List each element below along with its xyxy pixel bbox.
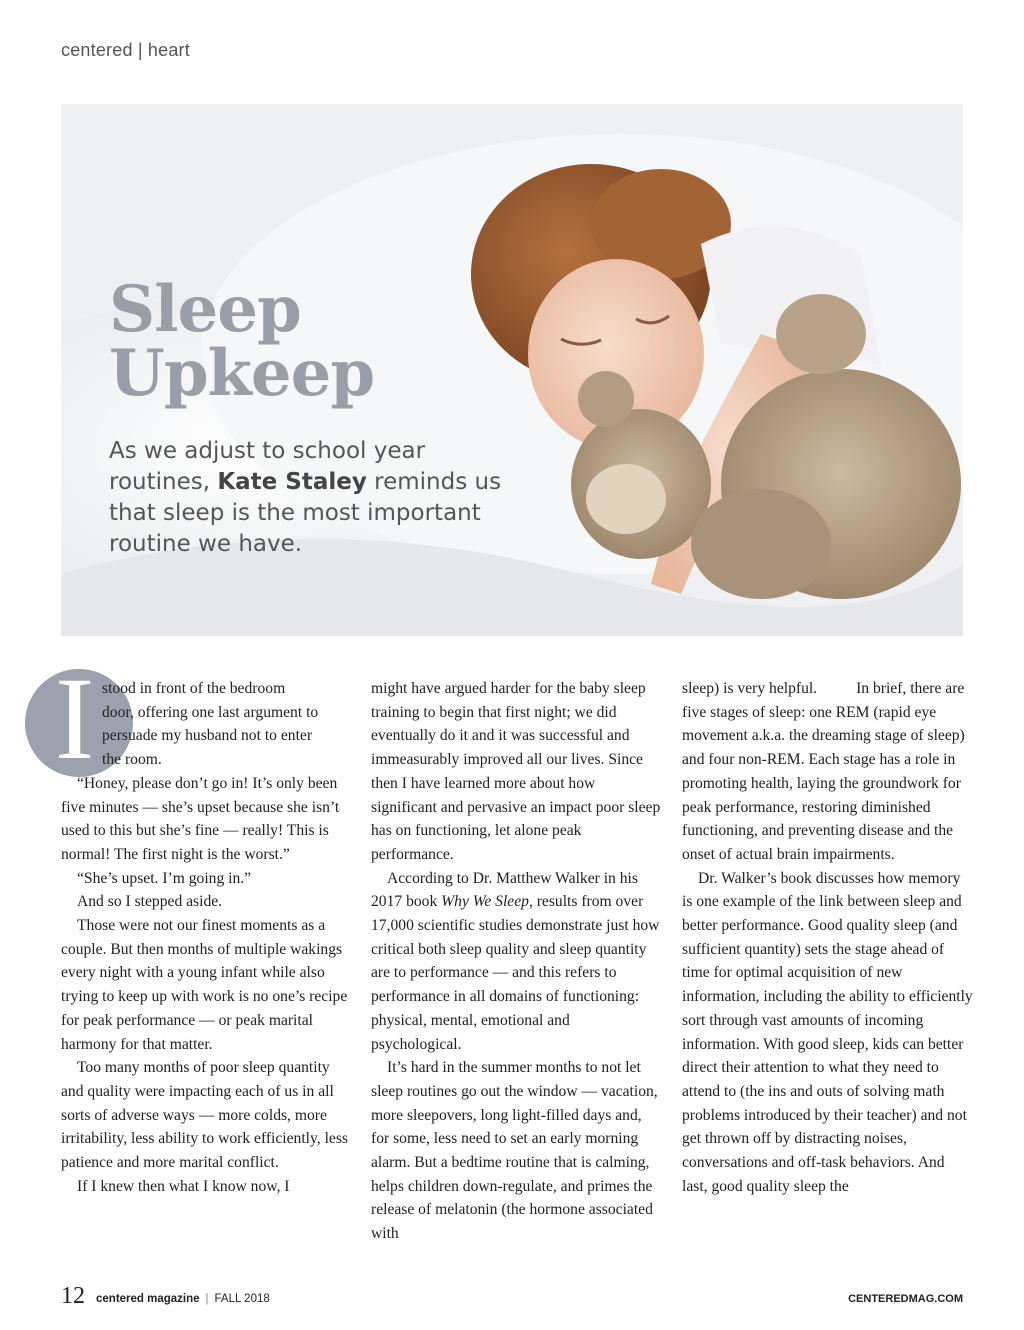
paragraph: Dr. Walker’s book discusses how memory is one example of the link between sleep and better performance. Good quality sleep (and sufficient quantity) sets the stage ahead of time for optimal acquisition of new information, including the ability to efficiently sort through vast amounts of incoming information. With good sleep, kids can better direct their attention to what they need to attend to (the ins and outs of solving math problems introduced by their teacher) and not get thrown off by distracting noises, conversations and off-task behaviors. And last, good quality sleep the bbox=[682, 869, 973, 1195]
title-line-2: Upkeep bbox=[109, 336, 375, 411]
paragraph: Those were not our finest moments as a couple. But then months of multiple wakings every night with a young infant while also trying to keep up with work is no one’s recipe for peak performance — or peak marital harmony for that matter. bbox=[61, 917, 348, 1053]
dek-text-after: reminds us that sleep is the most important routine we have. bbox=[109, 469, 502, 557]
footer-separator: | bbox=[205, 1293, 209, 1305]
dek-text-before: As we adjust to school year routines, bbox=[109, 438, 426, 495]
article-title bbox=[109, 272, 509, 411]
paragraph: “Honey, please don’t go in! It’s only been five minutes — she’s upset because she isn’t used to this but she’s fine — really! This is normal! The first night is the worst.” bbox=[61, 774, 340, 863]
lead-line: door, offering one last argument to bbox=[102, 703, 319, 721]
dropcap-letter: I bbox=[55, 653, 95, 784]
title-line-1: Sleep bbox=[109, 272, 301, 347]
author-name: Kate Staley bbox=[217, 469, 367, 495]
paragraph: Too many months of poor sleep quantity and quality were impacting each of us in all sorts of adverse ways — more colds, more irritability, less ability to work efficiently, less patience and more marital conflict. bbox=[61, 1059, 348, 1172]
magazine-name: centered magazine bbox=[96, 1293, 200, 1305]
footer-magazine bbox=[96, 1293, 270, 1305]
article-column-3 bbox=[682, 677, 974, 1198]
page-number: 12 bbox=[61, 1283, 85, 1309]
article-dek bbox=[109, 436, 509, 560]
paragraph: If I knew then what I know now, I bbox=[77, 1177, 290, 1195]
text-run: According to Dr. Matthew Walker in his 2017 book bbox=[371, 869, 638, 911]
article-column-2 bbox=[371, 677, 663, 1246]
text-run: , results from over 17,000 scientific studies demonstrate just how critical both sleep quality and sleep quantity are to performance — and this refers to performance in all domains of functioning: physical, mental, emotional and psychological. bbox=[371, 893, 660, 1053]
paragraph: might have argued harder for the baby sleep training to begin that first night; we did eventually do it and it was successful and immeasurably improved all our lives. Since then I have learned more about how significant and pervasive an impact poor sleep has on functioning, let alone peak performance. bbox=[371, 680, 661, 863]
issue-label: FALL 2018 bbox=[214, 1293, 270, 1305]
article-column-1 bbox=[61, 677, 353, 1198]
lead-line: persuade my husband not to enter bbox=[102, 727, 313, 745]
section-label: centered | heart bbox=[61, 40, 190, 60]
footer-website: CENTEREDMAG.COM bbox=[848, 1293, 963, 1305]
paragraph: And so I stepped aside. bbox=[77, 893, 223, 911]
paragraph: It’s hard in the summer months to not let sleep routines go out the window — vacation, more sleepovers, long light-filled days and, for some, less need to set an early morning alarm. But a bedtime routine that is calming, helps children down-regulate, and primes the release of melatonin (the hormone associated with bbox=[371, 1059, 658, 1243]
book-title: Why We Sleep bbox=[441, 893, 529, 911]
paragraph: “She’s upset. I’m going in.” bbox=[77, 869, 252, 887]
lead-line: stood in front of the bedroom bbox=[102, 680, 286, 697]
paragraph: sleep) is very helpful. In brief, there are five stages of sleep: one REM (rapid eye movement a.k.a. the dreaming stage of sleep) and four non-REM. Each stage has a role in promoting health, laying the groundwork for peak performance, restoring diminished functioning, and preventing disease and the onset of actual brain impairments. bbox=[682, 680, 969, 863]
paragraph bbox=[371, 867, 663, 1057]
lead-line: the room. bbox=[102, 751, 162, 769]
